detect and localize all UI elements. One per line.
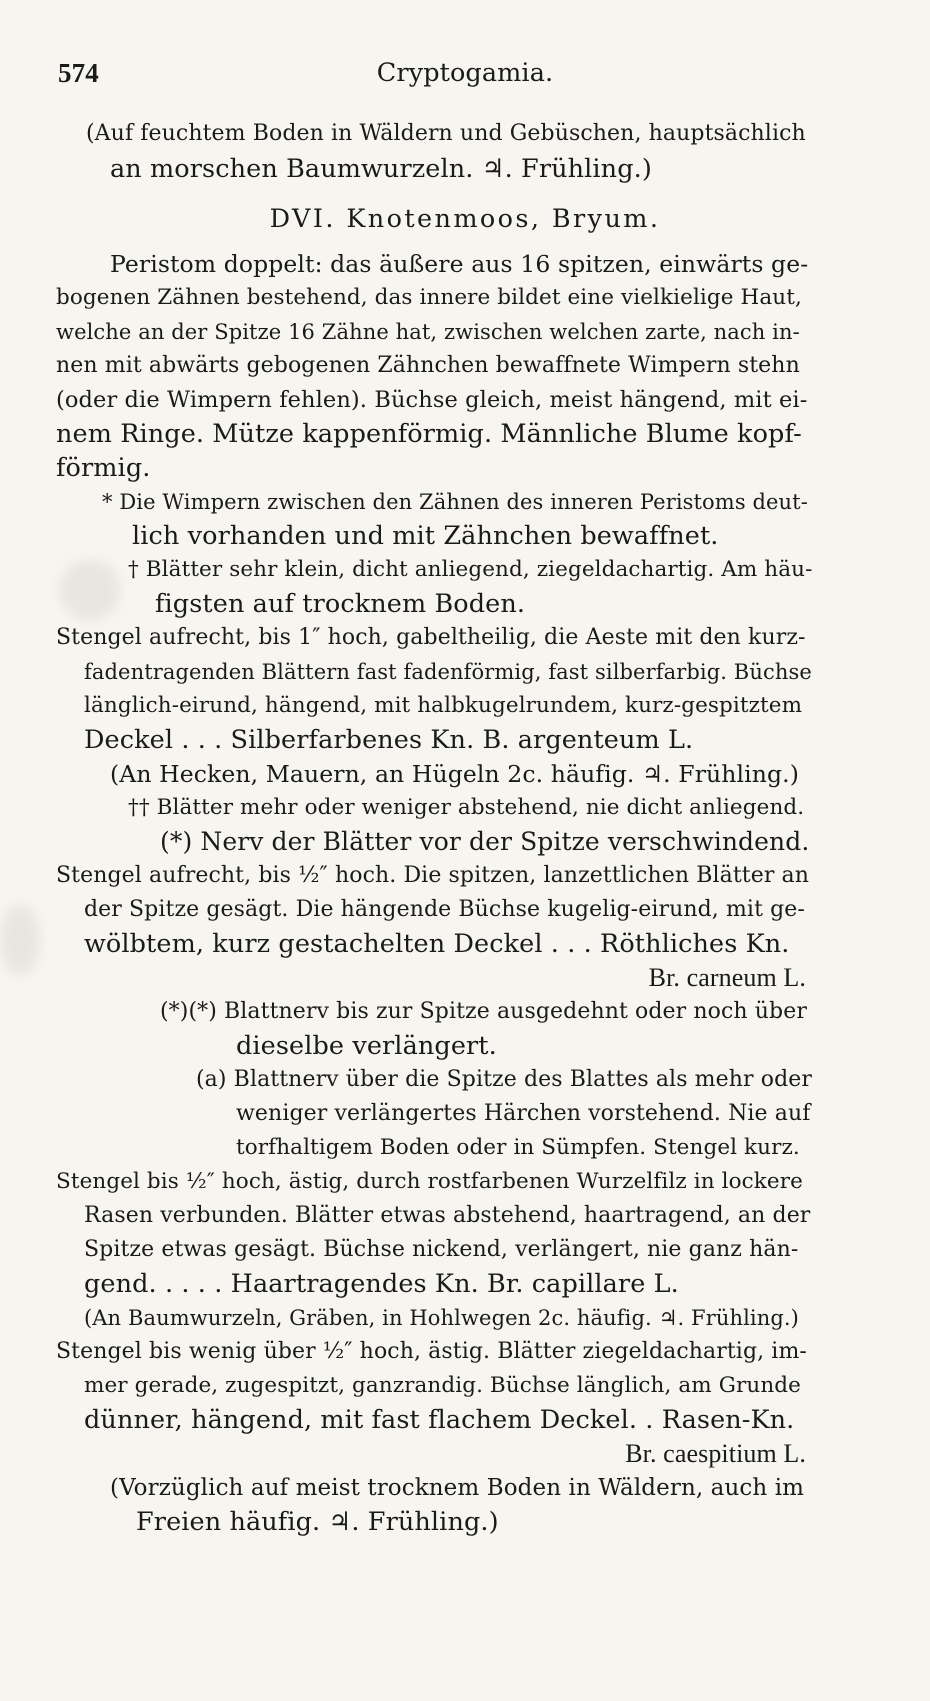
species-name: Br. caespitium L. [625, 1439, 806, 1468]
text-line: dieselbe verlängert. [236, 1031, 497, 1061]
text-line: der Spitze gesägt. Die hängende Büchse kugelig-eirund, mit ge- [84, 897, 805, 922]
text-line: Stengel aufrecht, bis 1″ hoch, gabeltheilig, die Aeste mit den kurz- [56, 625, 806, 650]
text-line: (a) Blattnerv über die Spitze des Blattes als mehr oder [196, 1067, 812, 1092]
text-line: Stengel bis ½″ hoch, ästig, durch rostfarbenen Wurzelfilz in lockere [56, 1169, 803, 1194]
text-line: (Auf feuchtem Boden in Wäldern und Gebüschen, hauptsächlich [86, 121, 806, 146]
text-line: (*)(*) Blattnerv bis zur Spitze ausgedehnt oder noch über [160, 999, 807, 1024]
text-line: Peristom doppelt: das äußere aus 16 spitzen, einwärts ge- [110, 250, 809, 278]
text-line: Rasen verbunden. Blätter etwas abstehend, haartragend, an der [84, 1203, 811, 1228]
text-line: Stengel aufrecht, bis ½″ hoch. Die spitzen, lanzettlichen Blätter an [56, 863, 810, 888]
text-line: länglich-eirund, hängend, mit halbkugelrundem, kurz-gespitztem [84, 693, 803, 718]
page-number: 574 [58, 58, 99, 88]
text-line: dünner, hängend, mit fast flachem Deckel. . Rasen-Kn. [84, 1405, 795, 1435]
text-line: gend. . . . . Haartragendes Kn. Br. capillare L. [84, 1269, 679, 1299]
text-line: lich vorhanden und mit Zähnchen bewaffnet. [132, 521, 719, 551]
text-line: weniger verlängertes Härchen vorstehend. Nie auf [236, 1101, 811, 1126]
text-line: Freien häufig. ♃. Frühling.) [136, 1507, 499, 1537]
text-line: Deckel . . . Silberfarbenes Kn. B. argenteum L. [84, 725, 694, 755]
text-line: Stengel bis wenig über ½″ hoch, ästig. Blätter ziegeldachartig, im- [56, 1339, 807, 1364]
text-line: (An Baumwurzeln, Gräben, in Hohlwegen 2c. häufig. ♃. Frühling.) [84, 1306, 799, 1330]
text-line: (oder die Wimpern fehlen). Büchse gleich, meist hängend, mit ei- [56, 387, 808, 413]
text-line: (*) Nerv der Blätter vor der Spitze verschwindend. [160, 827, 810, 856]
text-line: * Die Wimpern zwischen den Zähnen des inneren Peristoms deut- [102, 490, 808, 514]
running-title: Cryptogamia. [376, 58, 554, 88]
text-line: förmig. [56, 453, 151, 483]
text-line: torfhaltigem Boden oder in Sümpfen. Stengel kurz. [236, 1135, 800, 1160]
text-line: nen mit abwärts gebogenen Zähnchen bewaffnete Wimpern stehn [56, 353, 800, 378]
text-line: welche an der Spitze 16 Zähne hat, zwischen welchen zarte, nach in- [56, 320, 800, 344]
section-heading: DVI. Knotenmoos, Bryum. [269, 204, 661, 234]
text-line: bogenen Zähnen bestehend, das innere bildet eine vielkielige Haut, [56, 285, 802, 310]
text-line: †† Blätter mehr oder weniger abstehend, nie dicht anliegend. [128, 795, 805, 820]
paper-stain [60, 560, 120, 620]
text-line: mer gerade, zugespitzt, ganzrandig. Büchse länglich, am Grunde [84, 1373, 801, 1398]
text-line: nem Ringe. Mütze kappenförmig. Männliche Blume kopf- [56, 419, 802, 449]
text-line: Spitze etwas gesägt. Büchse nickend, verlängert, nie ganz hän- [84, 1237, 799, 1262]
text-line: wölbtem, kurz gestachelten Deckel . . . Röthliches Kn. [84, 929, 790, 959]
species-name: Br. carneum L. [648, 963, 806, 992]
paper-stain [0, 905, 40, 975]
text-line: † Blätter sehr klein, dicht anliegend, ziegeldachartig. Am häu- [128, 557, 813, 582]
text-line: (An Hecken, Mauern, an Hügeln 2c. häufig. ♃. Frühling.) [110, 760, 799, 788]
text-line: fadentragenden Blättern fast fadenförmig, fast silberfarbig. Büchse [84, 660, 812, 684]
text-line: (Vorzüglich auf meist trocknem Boden in Wäldern, auch im [110, 1475, 805, 1501]
text-line: figsten auf trocknem Boden. [155, 589, 526, 619]
text-line: an morschen Baumwurzeln. ♃. Frühling.) [110, 154, 652, 184]
